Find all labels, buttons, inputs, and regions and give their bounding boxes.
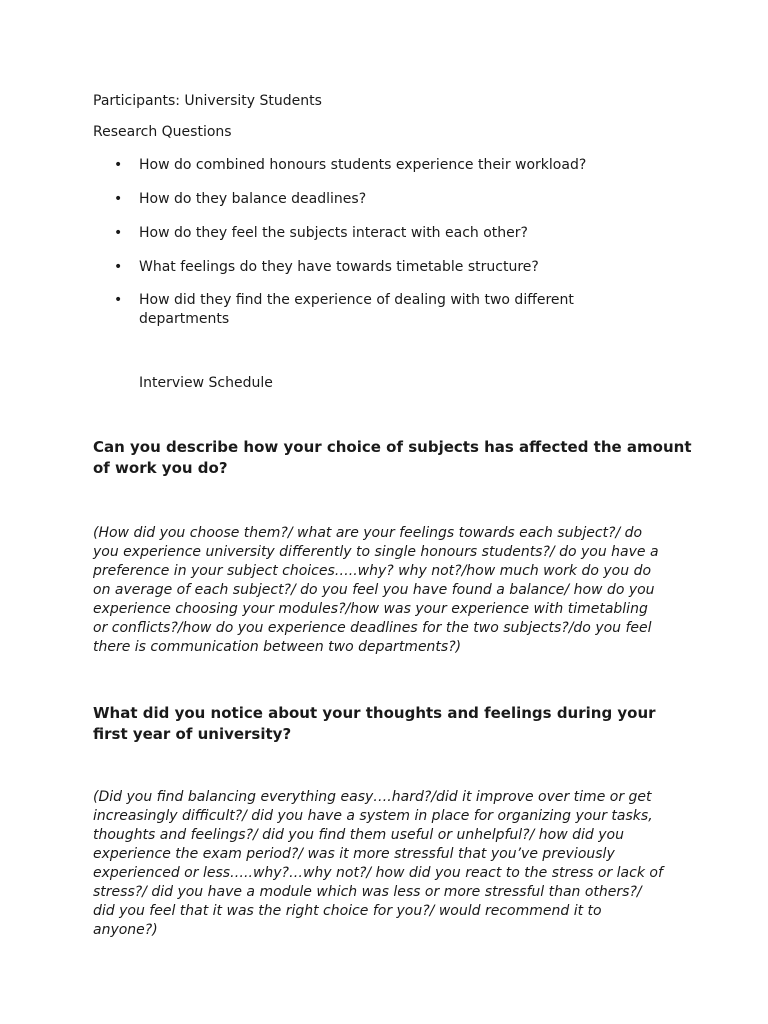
prompt-line: there is communication between two departments?) bbox=[93, 639, 462, 655]
research-question-text: How did they find the experience of dealing with two different departments bbox=[139, 292, 574, 327]
list-item bbox=[114, 258, 539, 277]
bullet-icon: • bbox=[114, 292, 123, 308]
prompt-line: stress?/ did you have a module which was less or more stressful than others?/ bbox=[93, 884, 642, 900]
participants-line: Participants: University Students bbox=[93, 93, 322, 109]
question-prompts bbox=[93, 788, 693, 940]
prompt-line: experience choosing your modules?/how was your experience with timetabling bbox=[93, 601, 648, 617]
prompt-line: preference in your subject choices…..why? why not?/how much work do you do bbox=[93, 563, 652, 579]
bullet-icon: • bbox=[114, 259, 123, 275]
research-questions-heading: Research Questions bbox=[93, 124, 232, 140]
list-item bbox=[114, 190, 367, 209]
bullet-icon: • bbox=[114, 191, 123, 207]
interview-question: Can you describe how your choice of subjects has affected the amount of work you do? bbox=[93, 438, 692, 477]
research-question-text: How do combined honours students experience their workload? bbox=[139, 157, 587, 173]
interview-question: What did you notice about your thoughts and feelings during your first year of university? bbox=[93, 704, 656, 743]
prompt-line: you experience university differently to single honours students?/ do you have a bbox=[93, 544, 659, 560]
prompt-line: (Did you find balancing everything easy….hard?/did it improve over time or get bbox=[93, 789, 652, 805]
bullet-icon: • bbox=[114, 225, 123, 241]
question-prompts bbox=[93, 524, 693, 657]
research-question-text: What feelings do they have towards timetable structure? bbox=[139, 259, 539, 275]
research-question-text: How do they feel the subjects interact with each other? bbox=[139, 225, 528, 241]
prompt-line: anyone?) bbox=[93, 922, 158, 938]
research-question-text: How do they balance deadlines? bbox=[139, 191, 367, 207]
prompt-line: experience the exam period?/ was it more stressful that you’ve previously bbox=[93, 846, 615, 862]
bullet-icon: • bbox=[114, 157, 123, 173]
interview-schedule-heading: Interview Schedule bbox=[139, 375, 273, 391]
prompt-line: thoughts and feelings?/ did you find them useful or unhelpful?/ how did you bbox=[93, 827, 624, 843]
prompt-line: increasingly difficult?/ did you have a system in place for organizing your tasks, bbox=[93, 808, 653, 824]
prompt-line: experienced or less…..why?…why not?/ how did you react to the stress or lack of bbox=[93, 865, 663, 881]
prompt-line: did you feel that it was the right choice for you?/ would recommend it to bbox=[93, 903, 602, 919]
prompt-line: or conflicts?/how do you experience deadlines for the two subjects?/do you feel bbox=[93, 620, 652, 636]
list-item bbox=[114, 291, 599, 329]
prompt-line: on average of each subject?/ do you feel you have found a balance/ how do you bbox=[93, 582, 655, 598]
list-item bbox=[114, 156, 587, 175]
prompt-line: (How did you choose them?/ what are your feelings towards each subject?/ do bbox=[93, 525, 643, 541]
list-item bbox=[114, 224, 528, 243]
